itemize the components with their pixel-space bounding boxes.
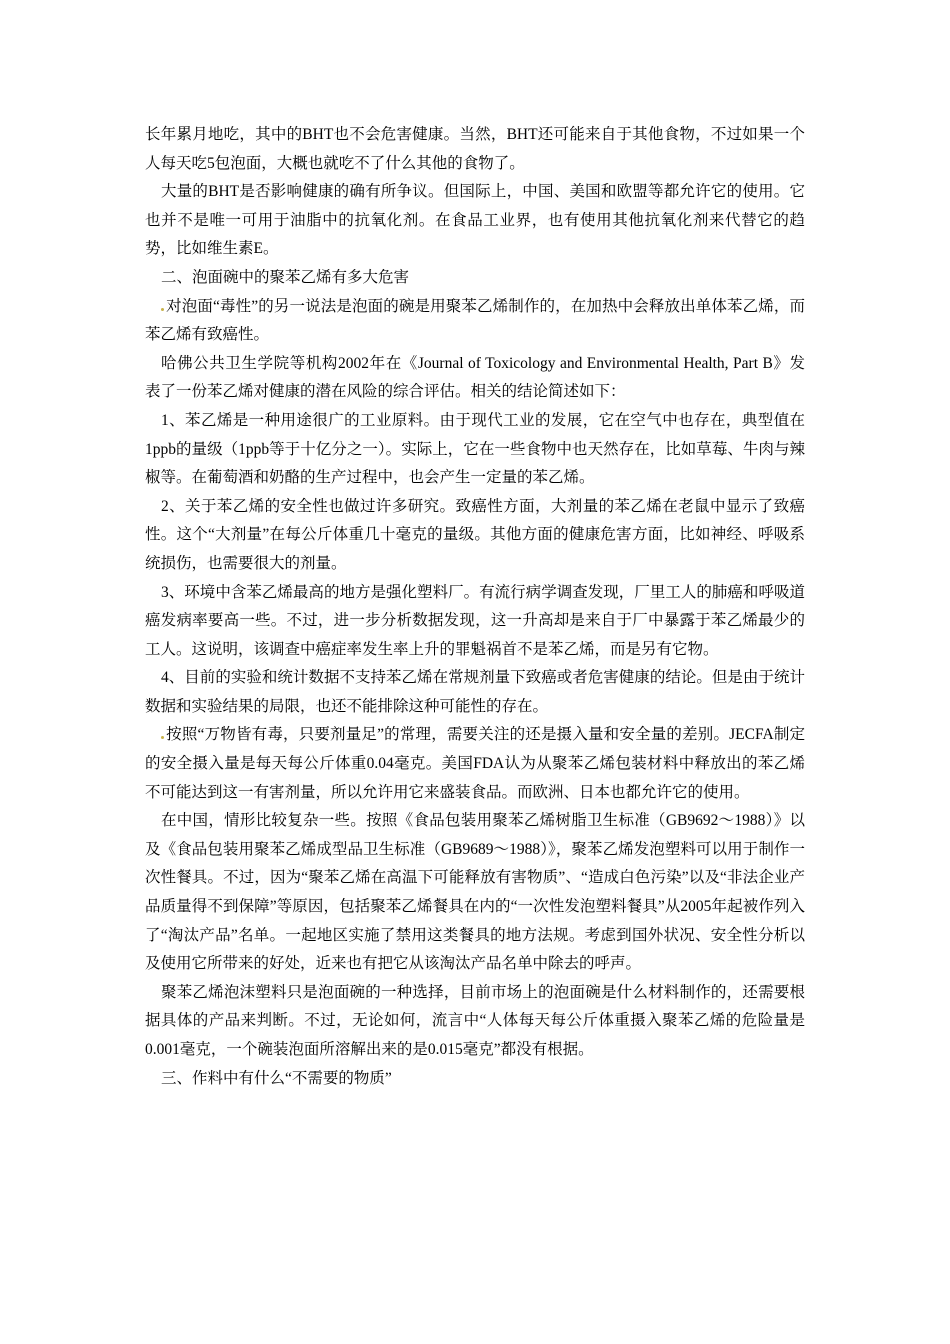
paragraph-point-2: 2、关于苯乙烯的安全性也做过许多研究。致癌性方面，大剂量的苯乙烯在老鼠中显示了致癌性。这个“大剂量”在每公斤体重几十毫克的量级。其他方面的健康危害方面，比如神经、呼吸系统损伤，也需要很大的剂量。 [145,497,805,572]
paragraph-point-3: 3、环境中含苯乙烯最高的地方是强化塑料厂。有流行病学调查发现，厂里工人的肺癌和呼吸道癌发病率要高一些。不过，进一步分析数据发现，这一升高却是来自于厂中暴露于苯乙烯最少的工人。这说明，该调查中癌症率发生率上升的罪魁祸首不是苯乙烯，而是另有它物。 [145,583,805,658]
section-heading-seasoning: 三、作料中有什么“不需要的物质” [161,1069,392,1087]
paragraph-dose [145,721,805,807]
comment-marker-icon [161,308,164,311]
paragraph-bowl-claim-text: 对泡面“毒性”的另一说法是泡面的碗是用聚苯乙烯制作的，在加热中会释放出单体苯乙烯，而苯乙烯有致癌性。 [145,297,805,344]
paragraph-bowl-claim [145,293,805,350]
document-page [145,121,805,1093]
paragraph-point-4: 4、目前的实验和统计数据不支持苯乙烯在常规剂量下致癌或者危害健康的结论。但是由于统计数据和实验结果的局限，也还不能排除这种可能性的存在。 [145,669,805,715]
paragraph-harvard-study: 哈佛公共卫生学院等机构2002年在《Journal of Toxicology and Environmental Health, Part B》发表了一份苯乙烯对健康的潜在风险的综合评估。相关的结论简述如下： [145,354,805,401]
paragraph-foam-choice: 聚苯乙烯泡沫塑料只是泡面碗的一种选择，目前市场上的泡面碗是什么材料制作的，还需要根据具体的产品来判断。不过，无论如何，流言中“人体每天每公斤体重摄入聚苯乙烯的危险量是0.001毫克，一个碗装泡面所溶解出来的是0.015毫克”都没有根据。 [145,983,805,1058]
comment-marker-icon [161,736,164,739]
section-heading-polystyrene: 二、泡面碗中的聚苯乙烯有多大危害 [161,268,410,286]
paragraph-bht-controversy: 大量的BHT是否影响健康的确有所争议。但国际上，中国、美国和欧盟等都允许它的使用。它也并不是唯一可用于油脂中的抗氧化剂。在食品工业界，也有使用其他抗氧化剂来代替它的趋势，比如维生素E。 [145,183,805,258]
paragraph-bht-continuation: 长年累月地吃，其中的BHT也不会危害健康。当然，BHT还可能来自于其他食物，不过如果一个人每天吃5包泡面，大概也就吃不了什么其他的食物了。 [145,126,805,172]
paragraph-china-situation: 在中国，情形比较复杂一些。按照《食品包装用聚苯乙烯树脂卫生标准（GB9692～1988）》以及《食品包装用聚苯乙烯成型品卫生标准（GB9689～1988）》，聚苯乙烯发泡塑料可以用于制作一次性餐具。不过，因为“聚苯乙烯在高温下可能释放有害物质”、“造成白色污染”以及“非法企业产品质量得不到保障”等原因，包括聚苯乙烯餐具在内的“一次性发泡塑料餐具”从2005年起被作列入了“淘汰产品”名单。一起地区实施了禁用这类餐具的地方法规。考虑到国外状况、安全性分析以及使用它所带来的好处，近来也有把它从该淘汰产品名单中除去的呼声。 [145,812,805,973]
paragraph-point-1: 1、苯乙烯是一种用途很广的工业原料。由于现代工业的发展，它在空气中也存在，典型值在1ppb的量级（1ppb等于十亿分之一）。实际上，它在一些食物中也天然存在，比如草莓、牛肉与辣椒等。在葡萄酒和奶酪的生产过程中，也会产生一定量的苯乙烯。 [145,411,805,487]
paragraph-dose-text: 按照“万物皆有毒，只要剂量足”的常理，需要关注的还是摄入量和安全量的差别。JECFA制定的安全摄入量是每天每公斤体重0.04毫克。美国FDA认为从聚苯乙烯包装材料中释放出的苯乙烯不可能达到这一有害剂量，所以允许用它来盛装食品。而欧洲、日本也都允许它的使用。 [145,726,805,801]
